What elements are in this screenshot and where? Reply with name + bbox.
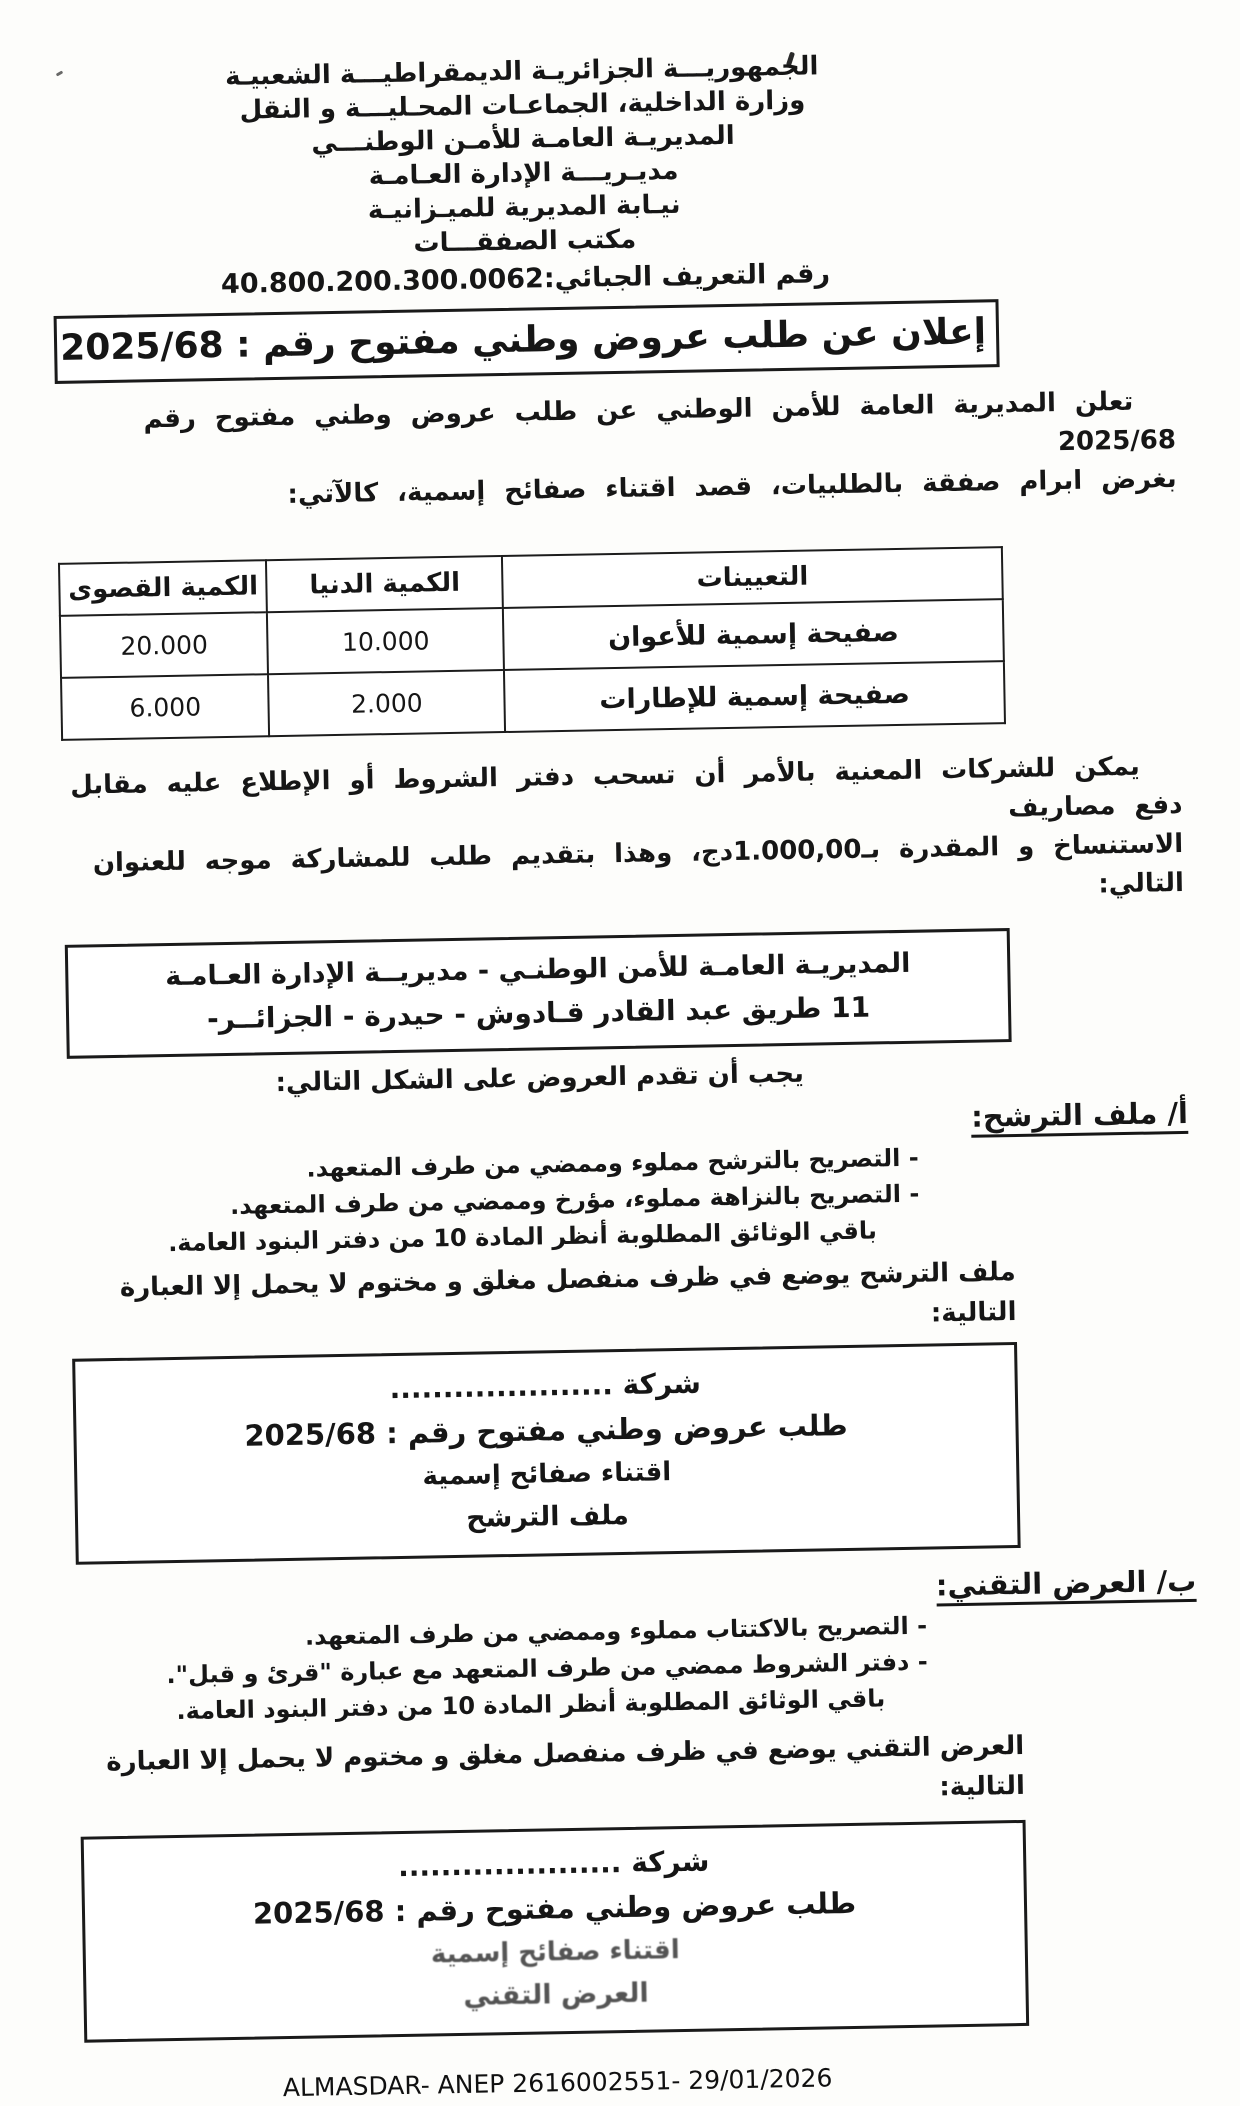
requirement-item: - التصريح بالنزاهة مملوء، مؤرخ وممضي من طرف المتعهد. <box>229 1179 920 1220</box>
section-b-title: ب/ العرض التقني: <box>936 1564 1197 1607</box>
requirement-item: - التصريح بالاكتتاب مملوء وممضي من طرف المتعهد. <box>304 1611 928 1651</box>
header-max-quantity: الكمية القصوى <box>59 560 267 616</box>
presentation-note: يجب أن تقدم العروض على الشكل التالي: <box>275 1058 805 1099</box>
tender-title: إعلان عن طلب عروض وطني مفتوح رقم : 2025/68 <box>59 311 987 369</box>
envelope-tender-line: طلب عروض وطني مفتوح رقم : 2025/68 <box>244 1408 848 1453</box>
envelope-company-line: شركة ..................... <box>389 1366 702 1406</box>
intro-paragraph: تعلن المديرية العامة للأمن الوطني عن طلب عروض وطني مفتوح رقم 2025/68 بغرض ابرام صفقة بالطلبيات، قصد اقتناء صفائح إسمية، كالآتي: <box>143 386 1177 510</box>
tender-title-box <box>54 299 1000 384</box>
designation-cell: صفيحة إسمية للأعوان <box>503 599 1004 670</box>
tax-id-line: رقم التعريف الجبائي:40.800.200.300.0062 <box>220 258 831 300</box>
anep-footer-credit: ALMASDAR- ANEP 2616002551- 29/01/2026 <box>282 2063 833 2103</box>
address-box <box>65 928 1012 1059</box>
envelope-box-technical <box>81 1820 1030 2043</box>
min-qty-cell: 2.000 <box>268 670 505 736</box>
address-line-street: 11 طريق عبد القادر قـادوش - حيدرة - الجزائــر- <box>206 990 871 1036</box>
letterhead-line-dgsn: المديريـة العامـة للأمـن الوطنـــي <box>311 120 735 159</box>
envelope-note-a: ملف الترشح يوضع في ظرف منفصل مغلق و مختوم لا يحمل إلا العبارة التالية: <box>119 1256 1017 1329</box>
envelope-object-line: اقتناء صفائح إسمية <box>430 1935 680 1970</box>
envelope-tender-line: طلب عروض وطني مفتوح رقم : 2025/68 <box>252 1885 857 1931</box>
quantities-table <box>58 546 1006 741</box>
envelope-label: العرض التقني <box>463 1977 649 2012</box>
header-min-quantity: الكمية الدنيا <box>266 556 503 612</box>
requirement-item: - دفتر الشروط ممضي من طرف المتعهد مع عبارة "قرئ و قبل". <box>166 1647 928 1690</box>
requirement-item: باقي الوثائق المطلوبة أنظر المادة 10 من دفتر البنود العامة. <box>167 1216 878 1258</box>
letterhead-line-administration: مديـريـــة الإدارة العـامـة <box>368 155 679 192</box>
min-qty-cell: 10.000 <box>267 608 504 674</box>
fees-paragraph: يمكن للشركات المعنية بالأمر أن تسحب دفتر الشروط أو الإطلاع عليه مقابل دفع مصاريف الاستنساخ و المقدرة بـ1.000,00دج، وهذا بتقديم طلب للمشاركة موجه للعنوان التالي: <box>69 751 1185 900</box>
section-a-title: أ/ ملف الترشح: <box>971 1096 1188 1138</box>
letterhead-line-office: مكتب الصفقـــات <box>413 224 637 259</box>
letterhead <box>49 46 998 306</box>
envelope-note-b: العرض التقني يوضع في ظرف منفصل مغلق و مختوم لا يحمل إلا العبارة التالية: <box>106 1730 1026 1803</box>
max-qty-cell: 6.000 <box>61 674 270 740</box>
document-body <box>39 43 1205 2106</box>
max-qty-cell: 20.000 <box>60 612 269 678</box>
header-designations: التعيينات <box>502 547 1003 608</box>
envelope-company-line: شركة ..................... <box>397 1844 710 1884</box>
address-line-directorate: المديريـة العامـة للأمن الوطنـي - مديريــة الإدارة العـامـة <box>164 947 911 993</box>
designation-cell: صفيحة إسمية للإطارات <box>504 661 1005 732</box>
letterhead-line-republic: الجمهوريـــة الجزائريـة الديمقراطيـــة الشعبيـة <box>224 51 819 92</box>
envelope-object-line: اقتناء صفائح إسمية <box>422 1457 672 1492</box>
letterhead-line-ministry: وزارة الداخلية، الجماعـات المحـليـــة و النقل <box>239 85 806 126</box>
requirement-item: باقي الوثائق المطلوبة أنظر المادة 10 من دفتر البنود العامة. <box>176 1684 886 1725</box>
requirement-item: - التصريح بالترشح مملوء وممضي من طرف المتعهد. <box>306 1143 919 1183</box>
envelope-box-candidacy <box>72 1342 1021 1565</box>
envelope-label: ملف الترشح <box>466 1499 630 1534</box>
letterhead-line-budget: نيـابة المديرية للميـزانيـة <box>367 189 681 226</box>
